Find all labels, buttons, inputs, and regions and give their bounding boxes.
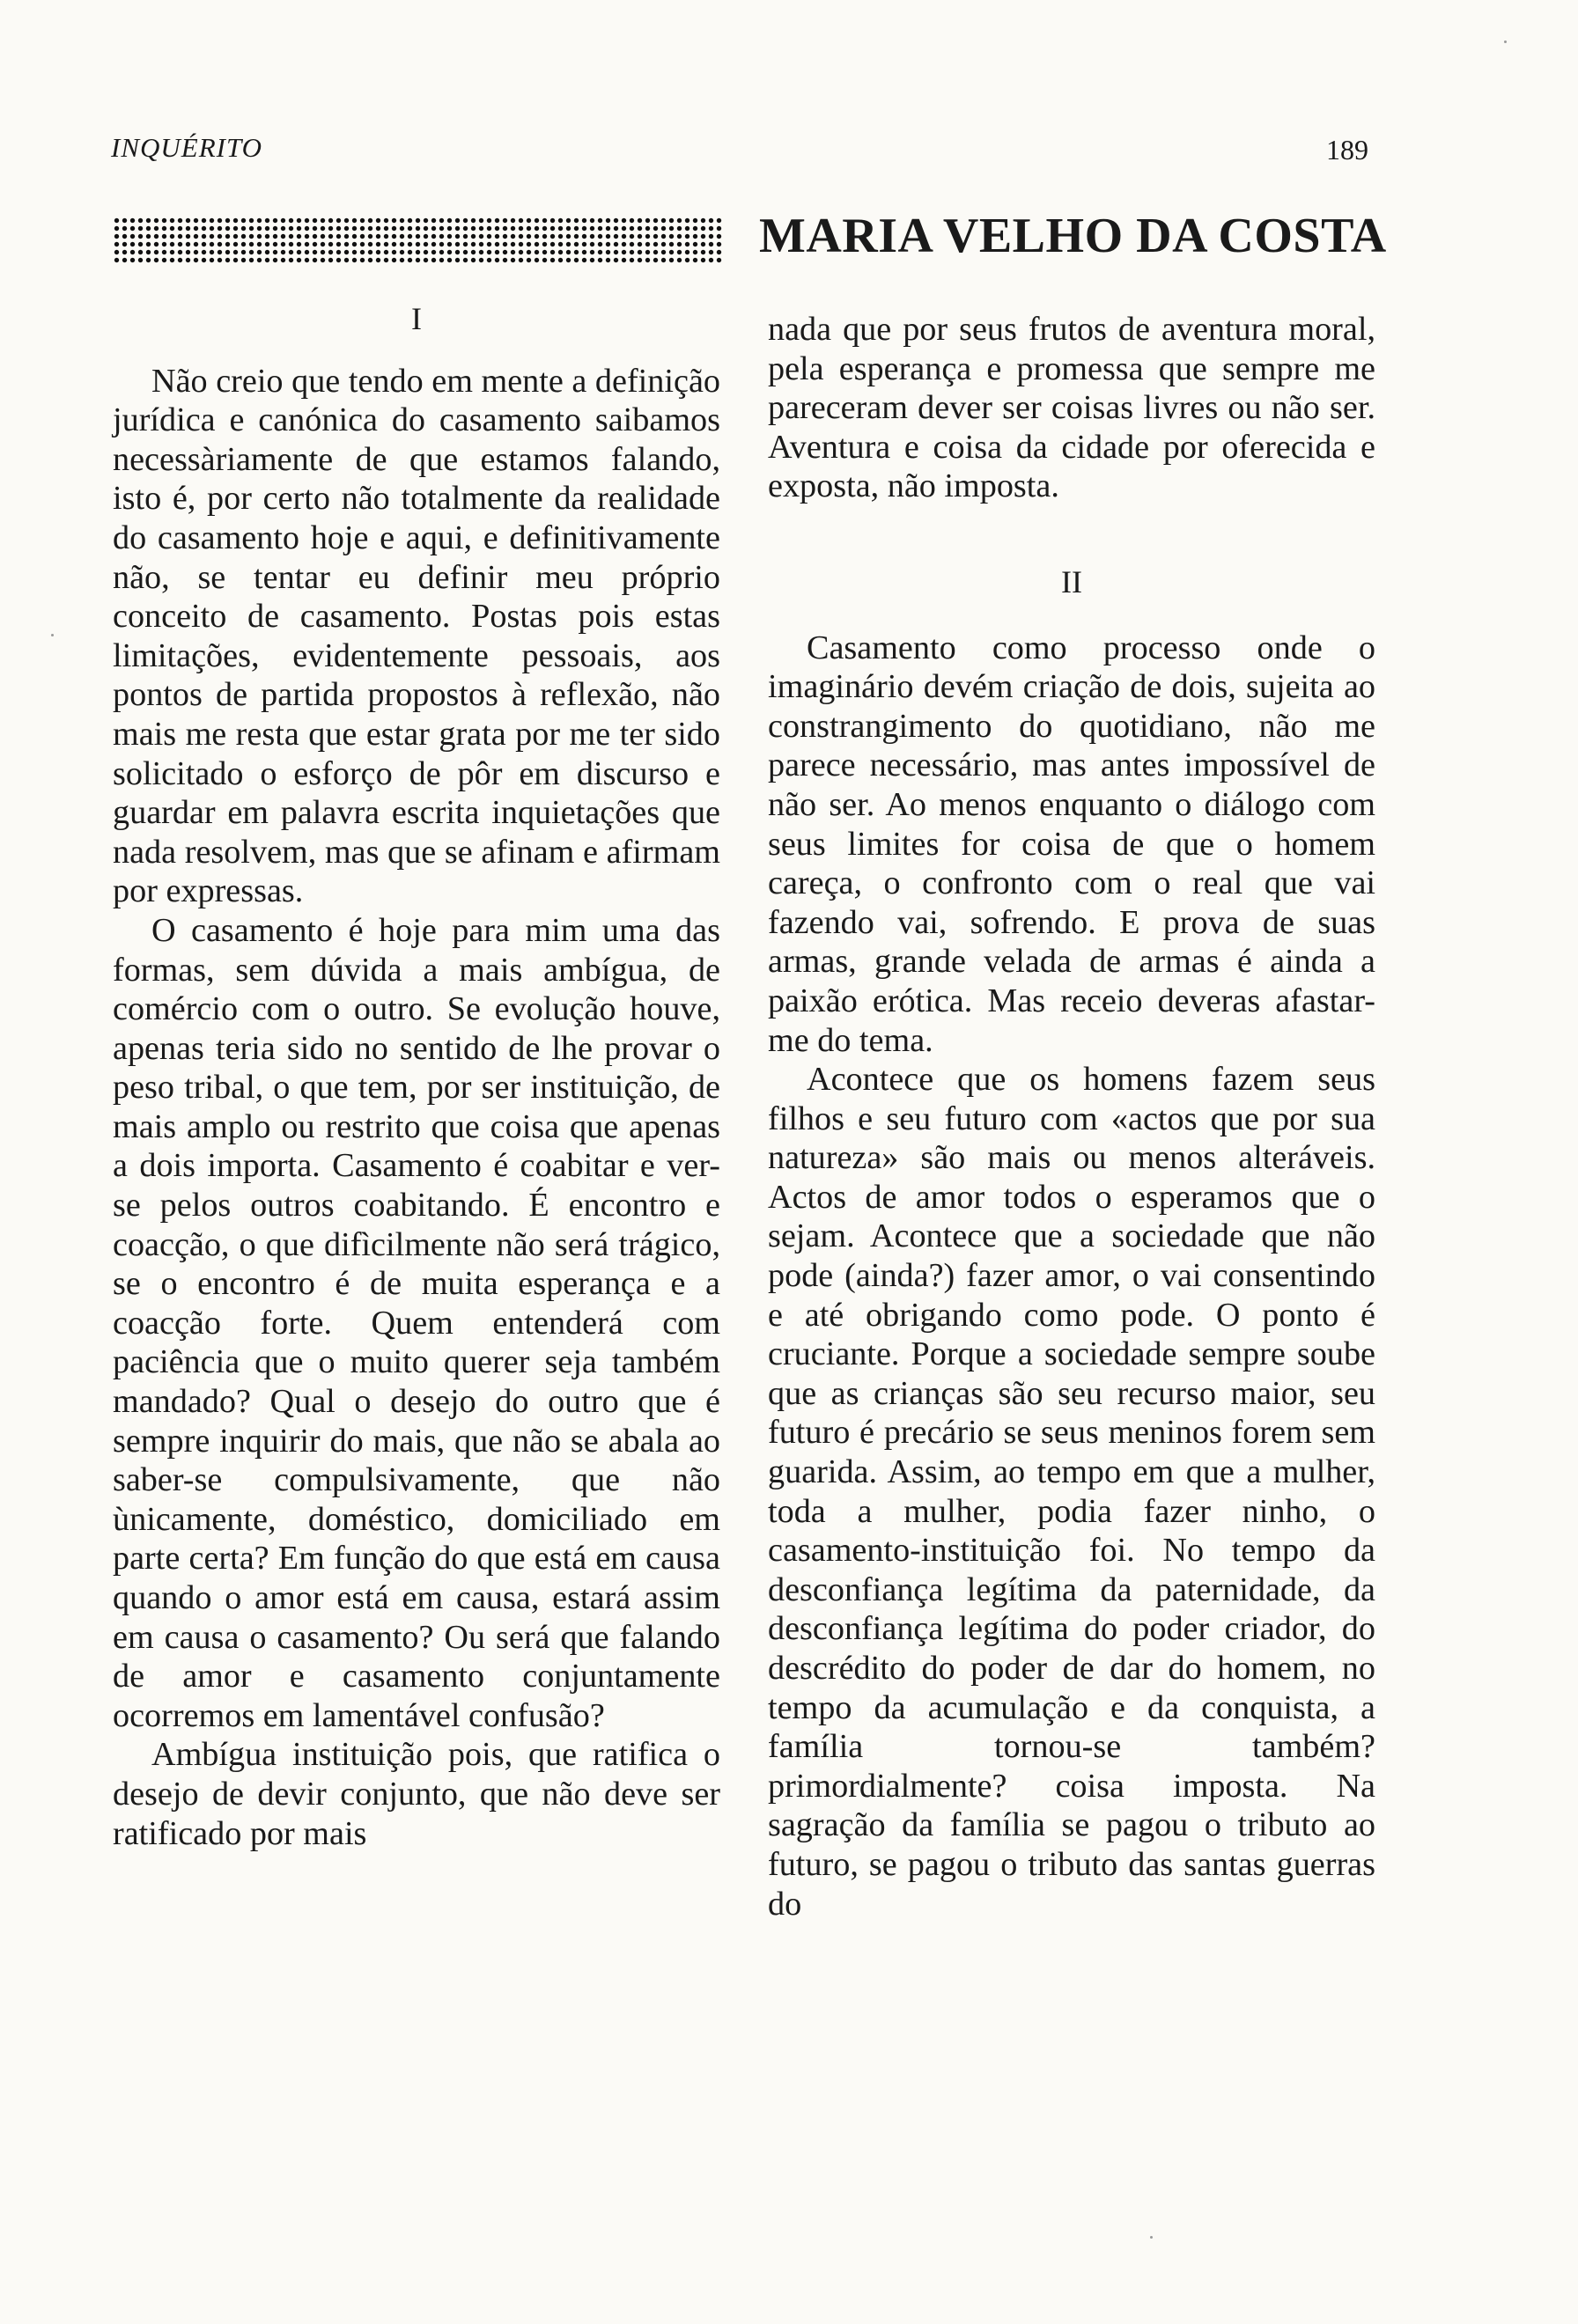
right-column — [768, 310, 1375, 1923]
paragraph: Acontece que os homens fazem seus filhos e seu futuro com «actos que por sua natureza» são mais ou menos alteráveis. Actos de amor todos o esperamos que o sejam. Acontece que a sociedade que não pode (ainda?) fazer amor, o vai consentindo e até obrigando como pode. O ponto é cruciante. Porque a sociedade sempre soube que as crianças são seu recurso maior, seu futuro é precário se seus meninos forem sem guarida. Assim, ao tempo em que a mulher, toda a mulher, podia fazer ninho, o casamento-instituição foi. No tempo da desconfiança legítima da paternidade, da desconfiança legítima do poder criador, do descrédito do poder de dar do homem, no tempo da acumulação e da conquista, a família tornou-se também? primordialmente? coisa imposta. Na sagração da família se pagou o tributo ao futuro, se pagou o tributo das santas guerras do — [768, 1061, 1375, 1923]
paper-speck — [51, 634, 54, 636]
paragraph: Não creio que tendo em mente a definição jurídica e canónica do casamento saibamos necessàriamente de que estamos falando, isto é, por certo não totalmente da realidade do casamento hoje e aqui, e definitivamente não, se tentar eu definir meu próprio conceito de casamento. Postas pois estas limitações, evidentemente pessoais, aos pontos de partida propostos à reflexão, não mais me resta que estar grata por me ter sido solicitado o esforço de pôr em discurso e guardar em palavra escrita inquietações que nada resolvem, mas que se afinam e afirmam por expressas. — [113, 362, 720, 910]
paragraph-continuation: nada que por seus frutos de aventura moral, pela esperança e promessa que sempre me pareceram dever ser coisas livres ou não ser. Aventura e coisa da cidade por oferecida e exposta, não imposta. — [768, 311, 1375, 505]
paper-speck — [1150, 2236, 1153, 2239]
section-number-2: II — [1061, 563, 1082, 599]
paragraph: Ambígua instituição pois, que ratifica o desejo de devir conjunto, que não deve ser ratificado por mais — [113, 1736, 720, 1852]
paper-speck — [1504, 40, 1507, 43]
page-number: 189 — [1326, 134, 1368, 165]
running-head: INQUÉRITO — [111, 132, 263, 163]
paragraph: O casamento é hoje para mim uma das formas, sem dúvida a mais ambígua, de comércio com o outro. Se evolução houve, apenas teria sido no sentido de lhe provar o peso tribal, o que tem, por ser instituição, de mais amplo ou restrito que coisa que apenas a dois importa. Casamento é coabitar e ver-se pelos outros coabitando. É encontro e coacção, o que difìcilmente não será trágico, se o encontro é de muita esperança e a coacção forte. Quem entenderá com paciência que o muito querer seja também mandado? Qual o desejo do outro que é sempre inquirir do mais, que não se abala ao saber-se compulsivamente, que não ùnicamente, doméstico, domiciliado em parte certa? Em função do que está em causa quando o amor está em causa, estará assim em causa o casamento? Ou será que falando de amor e casamento conjuntamente ocorremos em lamentável confusão? — [113, 911, 720, 1734]
author-title: MARIA VELHO DA COSTA — [759, 209, 1387, 263]
ornament-band — [113, 217, 724, 264]
left-column — [113, 299, 720, 1853]
paragraph: Casamento como processo onde o imaginário devém criação de dois, sujeita ao constrangimento do quotidiano, não me parece necessário, mas antes impossível de não ser. Ao menos enquanto o diálogo com seus limites for coisa de que o homem careça, o confronto com o real que vai fazendo vai, sofrendo. E prova de suas armas, grande velada de armas é ainda a paixão erótica. Mas receio deveras afastar-me do tema. — [768, 629, 1375, 1059]
section-number-1: I — [411, 301, 422, 336]
